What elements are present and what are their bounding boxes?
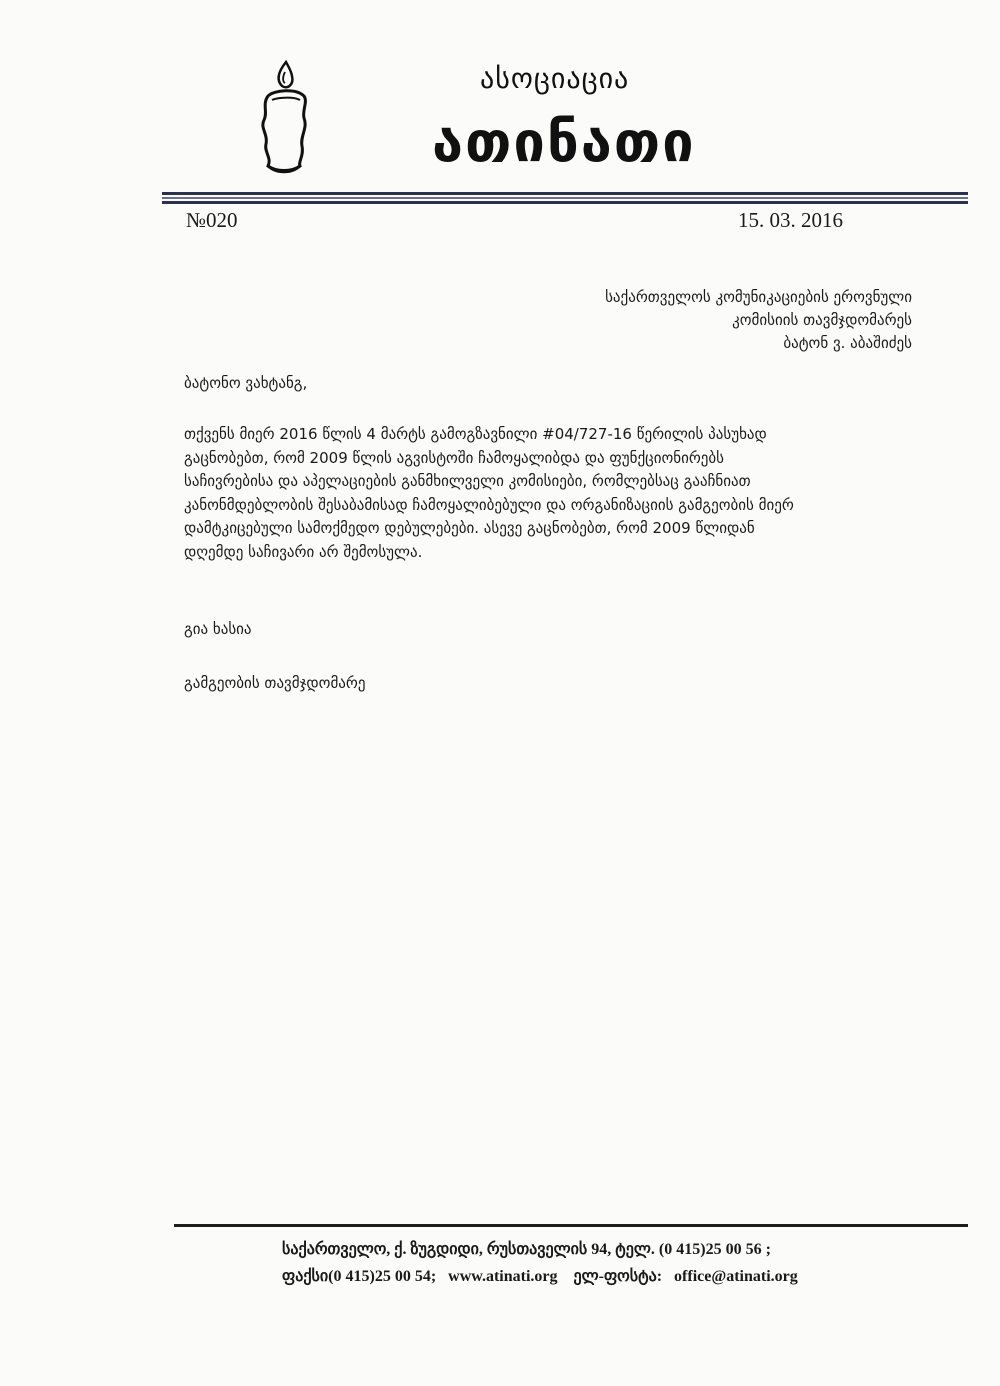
body-line: დამტკიცებული სამოქმედო დებულებები. ასევე გაცნობებთ, რომ 2009 წლიდან — [184, 519, 755, 537]
body-line: საჩივრებისა და აპელაციების განმხილველი კომისიები, რომლებსაც გააჩნიათ — [184, 472, 751, 490]
header-rule — [162, 201, 968, 204]
recipient-line: ბატონ ვ. აბაშიძეს — [783, 334, 912, 352]
signer-name: გია ხასია — [184, 620, 252, 638]
footer-email-link[interactable]: office@atinati.org — [674, 1268, 798, 1285]
footer-contact-line — [282, 1263, 922, 1290]
candle-icon — [252, 58, 318, 176]
body-line: კანონმდებლობის შესაბამისად ჩამოყალიბებული და ორგანიზაციის გამგეობის მიერ — [184, 495, 794, 514]
body-line: დღემდე საჩივარი არ შემოსულა. — [184, 542, 423, 561]
letter-body — [184, 423, 904, 564]
footer-contacts — [282, 1236, 922, 1290]
footer-rule — [174, 1224, 968, 1227]
document-number: №020 — [186, 208, 238, 232]
footer-address: საქართველო, ქ. ზუგდიდი, რუსთაველის 94, ტელ. (0 415)25 00 56 ; — [282, 1241, 771, 1258]
footer-website-link[interactable]: www.atinati.org — [448, 1268, 558, 1285]
body-line: თქვენს მიერ 2016 წლის 4 მარტს გამოგზავნილი #04/727-16 წერილის პასუხად — [184, 425, 767, 443]
signer-title: გამგეობის თავმჯდომარე — [184, 674, 366, 692]
document-date: 15. 03. 2016 — [738, 208, 843, 232]
org-type: ასოციაცია — [480, 62, 630, 95]
header-rule — [162, 197, 968, 199]
header-rule — [162, 192, 968, 195]
footer-fax: ფაქსი(0 415)25 00 54; — [282, 1268, 437, 1285]
recipient-block — [605, 286, 912, 355]
org-name: ათინათი — [432, 110, 696, 175]
recipient-line: კომისიის თავმჯდომარეს — [732, 311, 912, 329]
body-line: გაცნობებთ, რომ 2009 წლის აგვისტოში ჩამოყალიბდა და ფუნქციონირებს — [184, 448, 725, 467]
salutation: ბატონო ვახტანგ, — [184, 374, 308, 392]
footer-email-label: ელ-ფოსტა: — [573, 1268, 663, 1285]
recipient-line: საქართველოს კომუნიკაციების ეროვნული — [605, 288, 912, 306]
